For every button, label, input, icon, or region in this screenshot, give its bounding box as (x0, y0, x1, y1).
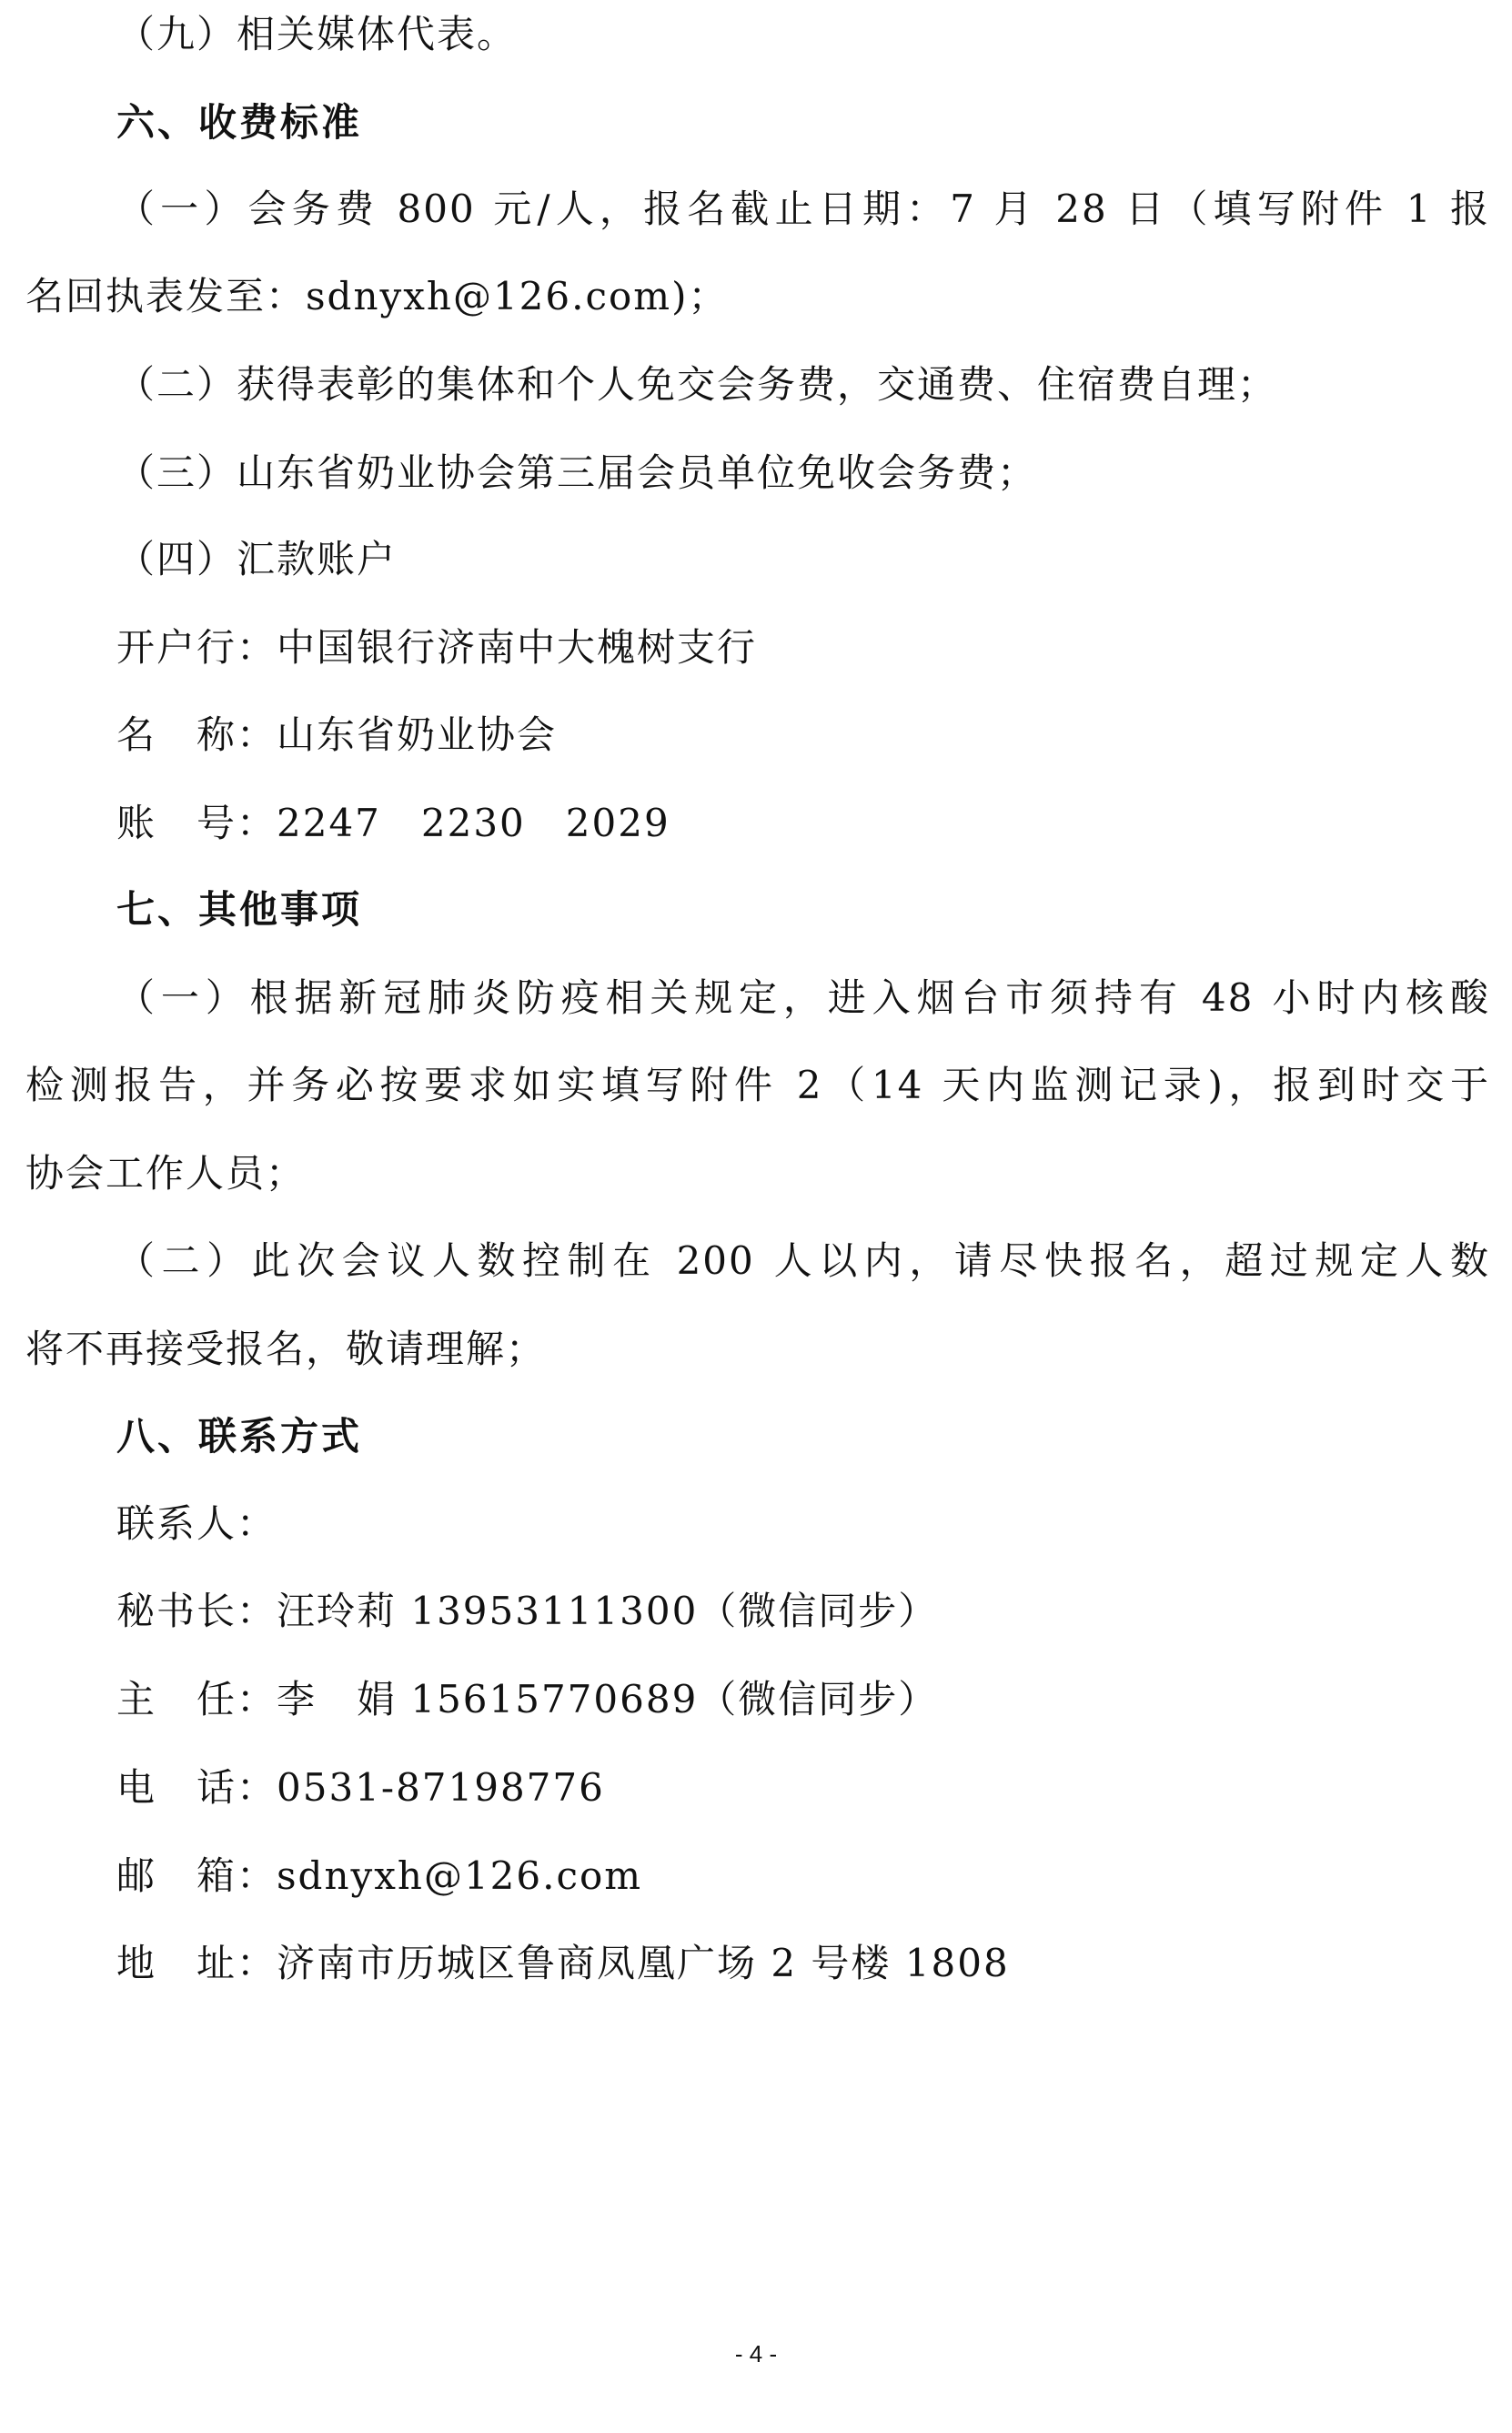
paragraph-line: 将不再接受报名，敬请理解； (25, 1327, 547, 1371)
contact-director-line: 主 任：李 娟 15615770689（微信同步） (116, 1677, 939, 1721)
section-heading-contact: 八、联系方式 (116, 1414, 363, 1459)
paragraph-line: 协会工作人员； (25, 1151, 307, 1196)
paragraph-line: 检测报告，并务必按要求如实填写附件 2（14 天内监测记录)，报到时交于 (25, 1063, 1490, 1107)
paragraph-line: （二）此次会议人数控制在 200 人以内，请尽快报名，超过规定人数 (116, 1238, 1490, 1283)
section-heading-fees: 六、收费标准 (116, 100, 363, 145)
paragraph-line: （一）根据新冠肺炎防疫相关规定，进入烟台市须持有 48 小时内核酸 (116, 975, 1490, 1020)
paragraph-line: （一）会务费 800 元/人，报名截止日期：7 月 28 日（填写附件 1 报 (116, 187, 1490, 231)
page-number: - 4 - (734, 2340, 778, 2367)
paragraph-line: 名回执表发至：sdnyxh@126.com)； (25, 274, 729, 318)
paragraph-line: （二）获得表彰的集体和个人免交会务费，交通费、住宿费自理； (116, 362, 1278, 407)
account-name-line: 名 称：山东省奶业协会 (116, 712, 558, 757)
contact-person-label: 联系人： (116, 1501, 277, 1546)
account-number-line: 账 号：2247 2230 2029 (116, 801, 670, 845)
bank-name-line: 开户行：中国银行济南中大槐树支行 (116, 625, 758, 670)
contact-email-line: 邮 箱：sdnyxh@126.com (116, 1853, 643, 1898)
paragraph-line: （九）相关媒体代表。 (116, 12, 518, 56)
contact-secretary-line: 秘书长：汪玲莉 13953111300（微信同步） (116, 1589, 939, 1633)
paragraph-line: （三）山东省奶业协会第三届会员单位免收会务费； (116, 450, 1038, 495)
paragraph-line: （四）汇款账户 (116, 537, 398, 581)
contact-address-line: 地 址：济南市历城区鲁商凤凰广场 2 号楼 1808 (116, 1941, 1010, 1985)
section-heading-other-matters: 七、其他事项 (116, 887, 363, 932)
contact-phone-line: 电 话：0531-87198776 (116, 1765, 605, 1810)
